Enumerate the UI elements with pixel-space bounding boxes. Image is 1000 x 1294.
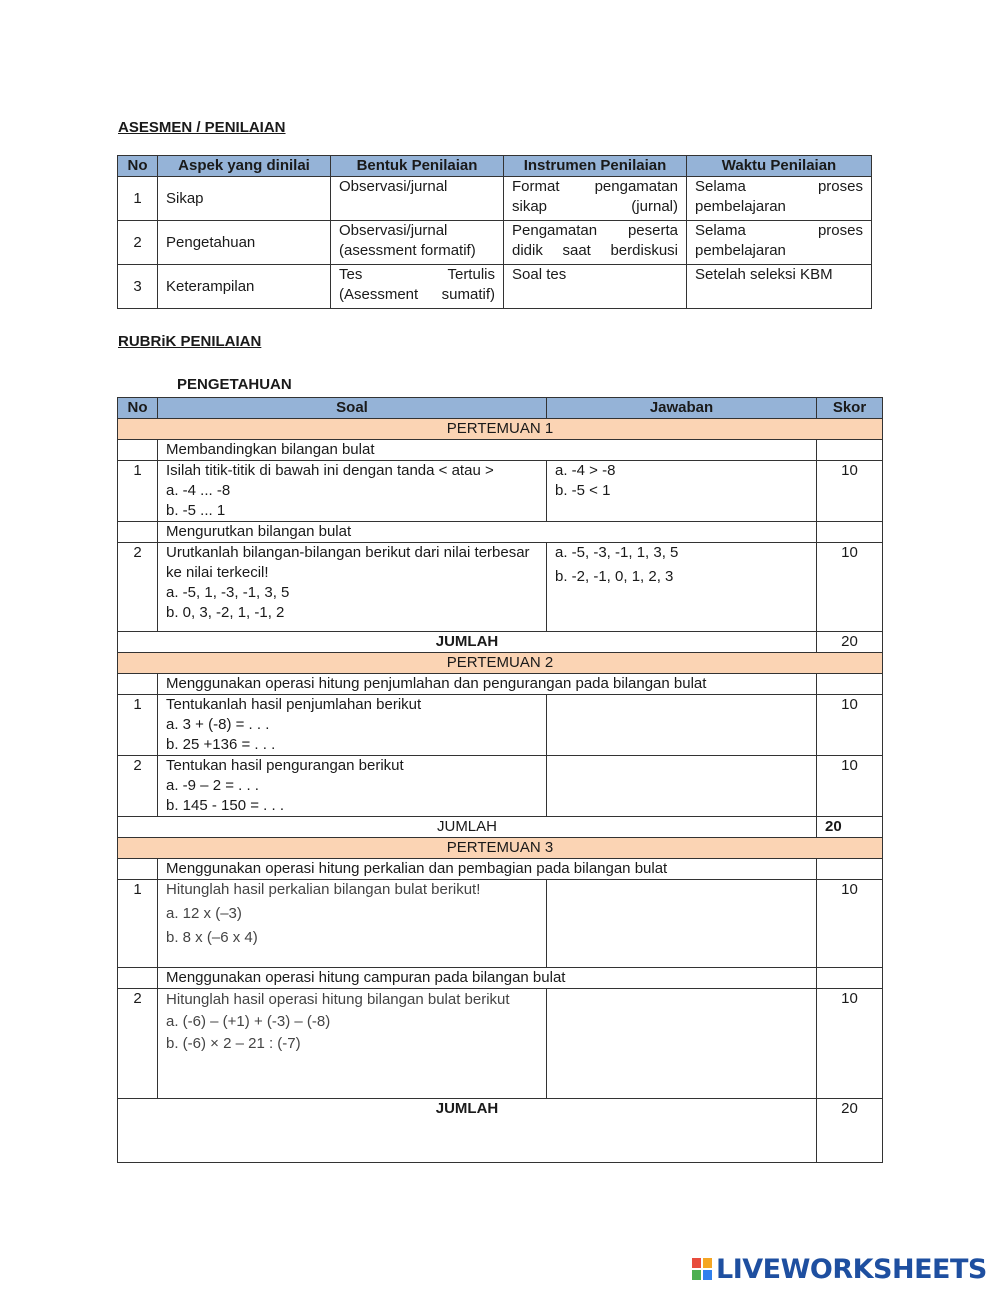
header-no: No	[118, 398, 158, 419]
question-part-a: a. 3 + (-8) = . . .	[166, 716, 270, 733]
topic-label: Menggunakan operasi hitung penjumlahan dan pengurangan pada bilangan bulat	[158, 674, 817, 695]
question-part-a: a. -9 – 2 = . . .	[166, 777, 259, 794]
row-instrumen: Pengamatan peserta didik saat berdiskusi	[504, 221, 687, 265]
answer-cell	[547, 989, 817, 1099]
header-aspek: Aspek yang dinilai	[158, 156, 331, 177]
topic-label: Mengurutkan bilangan bulat	[158, 522, 817, 543]
logo-text: LIVEWORKSHEETS	[716, 1253, 987, 1285]
row-bentuk: Observasi/jurnal (asessment formatif)	[331, 221, 504, 265]
score-cell: 10	[817, 543, 883, 632]
question-no: 2	[118, 989, 158, 1099]
header-no: No	[118, 156, 158, 177]
question-part-b: b. 25 +136 = . . .	[166, 736, 276, 753]
logo-mark-icon	[692, 1258, 712, 1280]
row-waktu: Selama proses pembelajaran	[687, 177, 872, 221]
header-jawaban: Jawaban	[547, 398, 817, 419]
question-cell	[158, 989, 547, 1099]
rubric-title: RUBRiK PENILAIAN	[118, 333, 262, 350]
answer-part-b: b. -5 < 1	[555, 482, 611, 499]
question-cell	[158, 461, 547, 522]
answer-part-a: a. -5, -3, -1, 1, 3, 5	[555, 544, 679, 561]
question-no: 1	[118, 880, 158, 968]
question-part-b: b. -5 ... 1	[166, 502, 226, 519]
section-pertemuan-2: PERTEMUAN 2	[118, 653, 883, 674]
topic-row	[118, 859, 883, 880]
question-no: 2	[118, 543, 158, 632]
question-text: Tentukanlah hasil penjumlahan berikut	[166, 696, 422, 713]
total-label: JUMLAH	[118, 1099, 817, 1163]
total-value: 20	[817, 817, 883, 838]
total-row	[118, 817, 883, 838]
answer-cell	[547, 543, 817, 632]
score-cell: 10	[817, 989, 883, 1099]
row-no: 1	[118, 177, 158, 221]
topic-row	[118, 674, 883, 695]
question-row	[118, 461, 883, 522]
question-row	[118, 695, 883, 756]
question-part-b: b. 145 - 150 = . . .	[166, 797, 284, 814]
question-part-a: a. (-6) – (+1) + (-3) – (-8)	[166, 1013, 331, 1030]
section-pertemuan-3: PERTEMUAN 3	[118, 838, 883, 859]
header-skor: Skor	[817, 398, 883, 419]
table-row	[118, 265, 872, 309]
score-cell: 10	[817, 880, 883, 968]
rubric-table	[117, 397, 883, 1163]
assessment-header-row	[118, 156, 872, 177]
liveworksheets-logo	[692, 1252, 987, 1286]
row-waktu: Selama proses pembelajaran	[687, 221, 872, 265]
row-waktu: Setelah seleksi KBM	[687, 265, 872, 309]
question-part-b: b. 8 x (–6 x 4)	[166, 929, 258, 946]
header-instrumen: Instrumen Penilaian	[504, 156, 687, 177]
row-instrumen: Format pengamatan sikap (jurnal)	[504, 177, 687, 221]
topic-row	[118, 968, 883, 989]
question-cell	[158, 880, 547, 968]
score-cell: 10	[817, 461, 883, 522]
answer-part-a: a. -4 > -8	[555, 462, 616, 479]
assessment-title: ASESMEN / PENILAIAN	[118, 119, 286, 136]
question-no: 1	[118, 461, 158, 522]
question-text: Urutkanlah bilangan-bilangan berikut dari nilai terbesar ke nilai terkecil!	[166, 544, 530, 581]
rubric-subtitle: PENGETAHUAN	[177, 376, 292, 393]
question-part-b: b. 0, 3, -2, 1, -1, 2	[166, 604, 285, 621]
question-cell	[158, 695, 547, 756]
total-label: JUMLAH	[118, 632, 817, 653]
score-cell: 10	[817, 695, 883, 756]
question-text: Isilah titik-titik di bawah ini dengan tanda < atau >	[166, 462, 494, 479]
total-label: JUMLAH	[118, 817, 817, 838]
header-soal: Soal	[158, 398, 547, 419]
answer-cell	[547, 756, 817, 817]
table-row	[118, 221, 872, 265]
topic-row	[118, 522, 883, 543]
section-pertemuan-1: PERTEMUAN 1	[118, 419, 883, 440]
table-row	[118, 177, 872, 221]
answer-cell	[547, 695, 817, 756]
question-row	[118, 543, 883, 632]
row-bentuk: Observasi/jurnal	[331, 177, 504, 221]
question-text: Tentukan hasil pengurangan berikut	[166, 757, 404, 774]
question-part-a: a. -4 ... -8	[166, 482, 231, 499]
topic-label: Membandingkan bilangan bulat	[158, 440, 817, 461]
total-row	[118, 632, 883, 653]
assessment-table	[117, 155, 872, 309]
topic-row	[118, 440, 883, 461]
question-no: 1	[118, 695, 158, 756]
header-waktu: Waktu Penilaian	[687, 156, 872, 177]
row-instrumen: Soal tes	[504, 265, 687, 309]
answer-cell	[547, 461, 817, 522]
question-row	[118, 880, 883, 968]
score-cell: 10	[817, 756, 883, 817]
rubric-header-row	[118, 398, 883, 419]
question-cell	[158, 756, 547, 817]
answer-cell	[547, 880, 817, 968]
row-no: 2	[118, 221, 158, 265]
question-text: Hitunglah hasil perkalian bilangan bulat berikut!	[166, 881, 481, 898]
total-value: 20	[817, 1099, 883, 1163]
total-row	[118, 1099, 883, 1163]
header-bentuk: Bentuk Penilaian	[331, 156, 504, 177]
question-row	[118, 756, 883, 817]
row-aspek: Keterampilan	[158, 265, 331, 309]
topic-label: Menggunakan operasi hitung campuran pada bilangan bulat	[158, 968, 817, 989]
question-cell	[158, 543, 547, 632]
question-text: Hitunglah hasil operasi hitung bilangan bulat berikut	[166, 991, 510, 1008]
question-part-a: a. 12 x (–3)	[166, 905, 242, 922]
total-value: 20	[817, 632, 883, 653]
question-no: 2	[118, 756, 158, 817]
row-no: 3	[118, 265, 158, 309]
answer-part-b: b. -2, -1, 0, 1, 2, 3	[555, 568, 674, 585]
row-aspek: Pengetahuan	[158, 221, 331, 265]
question-part-b: b. (-6) × 2 – 21 : (-7)	[166, 1035, 301, 1052]
row-bentuk: Tes Tertulis (Asessment sumatif)	[331, 265, 504, 309]
question-part-a: a. -5, 1, -3, -1, 3, 5	[166, 584, 290, 601]
question-row	[118, 989, 883, 1099]
row-aspek: Sikap	[158, 177, 331, 221]
topic-label: Menggunakan operasi hitung perkalian dan pembagian pada bilangan bulat	[158, 859, 817, 880]
